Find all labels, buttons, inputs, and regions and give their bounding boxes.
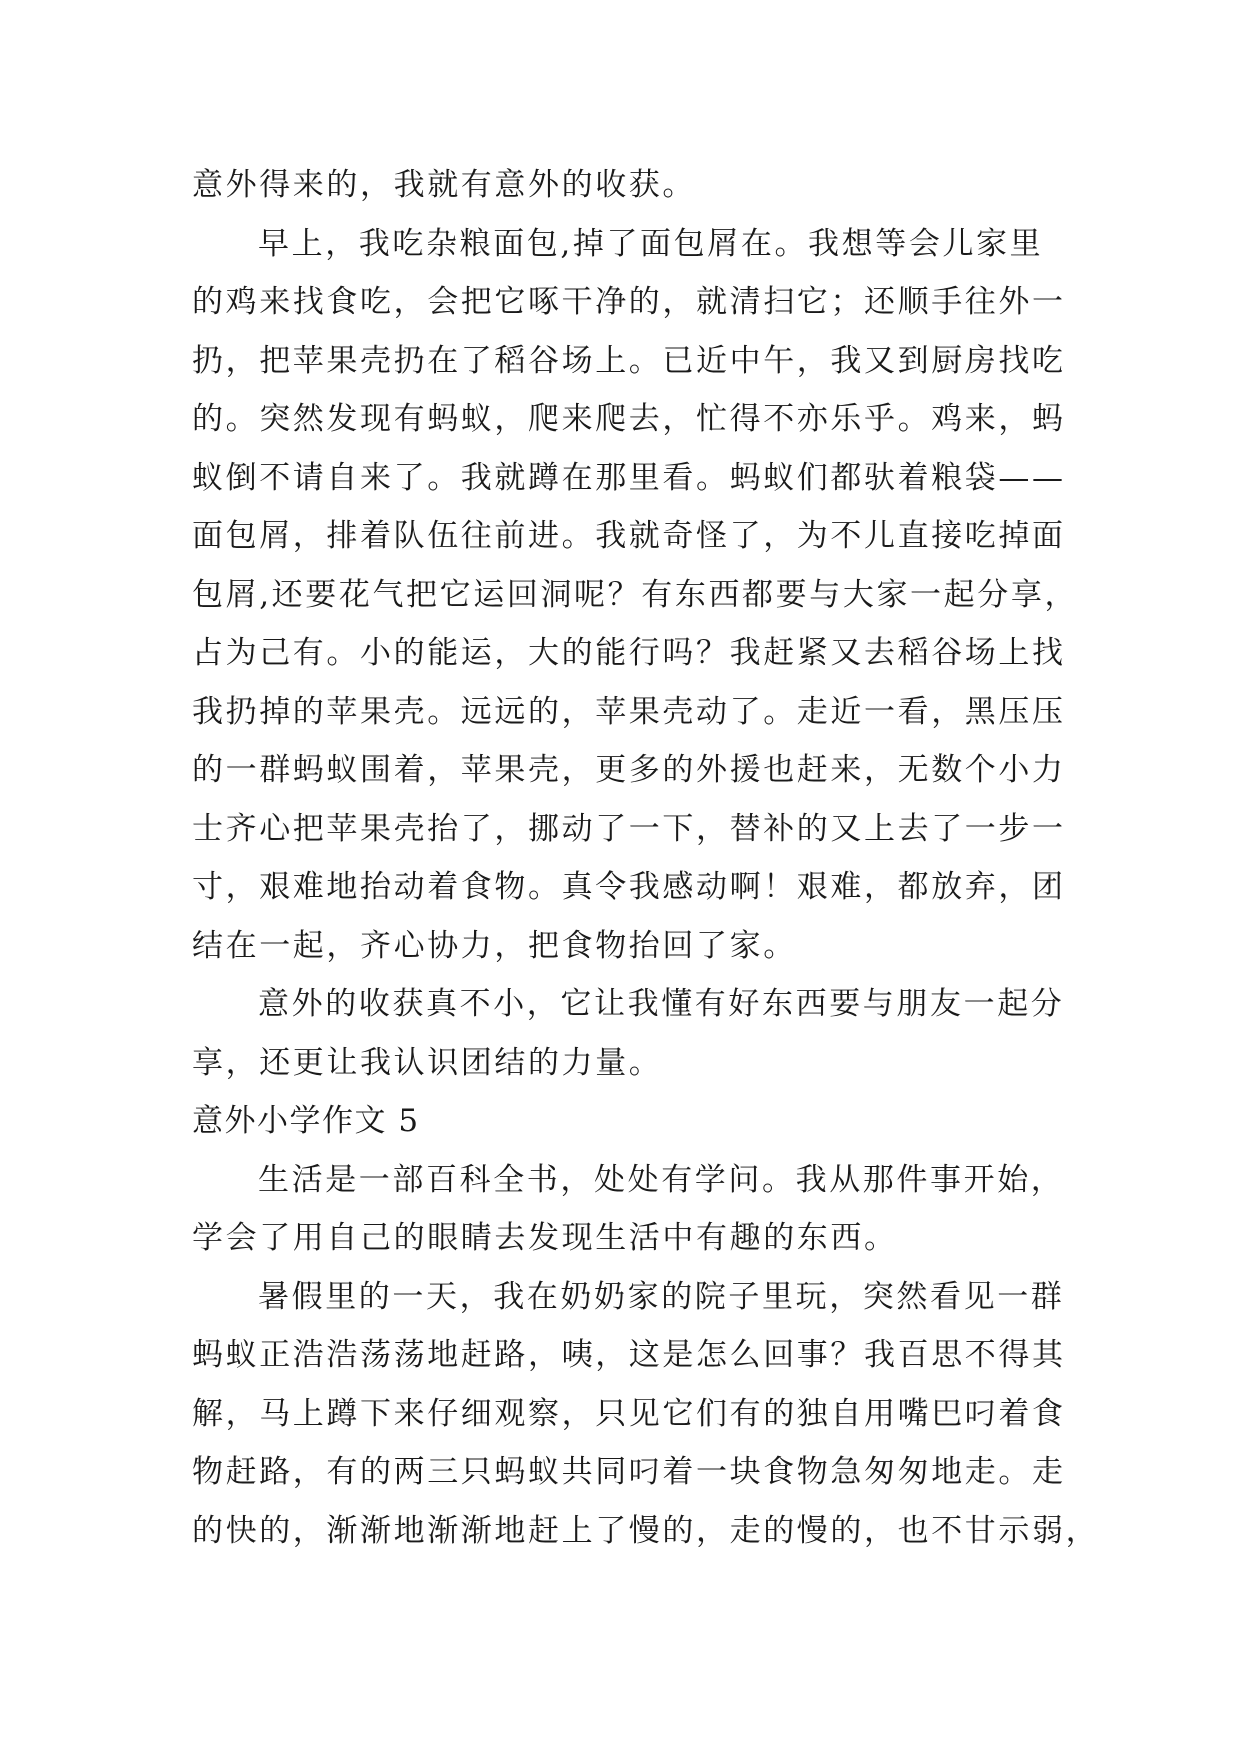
text-line: 的鸡来找食吃，会把它啄干净的，就清扫它；还顺手往外一	[192, 284, 1066, 320]
text-line: 的。突然发现有蚂蚁，爬来爬去，忙得不亦乐乎。鸡来，蚂	[192, 401, 1066, 437]
text-line: 占为己有。小的能运，大的能行吗？我赶紧又去稻谷场上找	[192, 635, 1066, 671]
text-line: 意外得来的，我就有意外的收获。	[192, 167, 696, 203]
text-line: 面包屑，排着队伍往前进。我就奇怪了，为不儿直接吃掉面	[192, 518, 1066, 554]
text-line: 扔，把苹果壳扔在了稻谷场上。已近中午，我又到厨房找吃	[192, 342, 1066, 379]
text-line: 暑假里的一天，我在奶奶家的院子里玩，突然看见一群	[258, 1278, 1065, 1315]
text-line: 蚁倒不请自来了。我就蹲在那里看。蚂蚁们都驮着粮袋——	[192, 459, 1066, 496]
text-line: 我扔掉的苹果壳。远远的，苹果壳动了。走近一看，黑压压	[192, 693, 1066, 730]
text-line: 学会了用自己的眼睛去发现生活中有趣的东西。	[192, 1220, 898, 1256]
text-line: 士齐心把苹果壳抬了，挪动了一下，替补的又上去了一步一	[192, 810, 1066, 847]
text-line: 解，马上蹲下来仔细观察，只见它们有的独自用嘴巴叼着食	[192, 1395, 1066, 1432]
text-line: 的快的，渐渐地渐渐地赶上了慢的，走的慢的，也不甘示弱，	[192, 1512, 1100, 1549]
text-line: 的一群蚂蚁围着，苹果壳，更多的外援也赶来，无数个小力	[192, 752, 1066, 788]
text-line: 意外的收获真不小，它让我懂有好东西要与朋友一起分	[258, 986, 1065, 1022]
text-line: 包屑,还要花气把它运回洞呢？有东西都要与大家一起分享，	[192, 576, 1079, 613]
text-line: 早上，我吃杂粮面包,掉了面包屑在。我想等会儿家里	[258, 225, 1044, 262]
text-line: 生活是一部百科全书，处处有学问。我从那件事开始，	[258, 1161, 1065, 1198]
text-line: 蚂蚁正浩浩荡荡地赶路，咦，这是怎么回事？我百思不得其	[192, 1337, 1066, 1373]
text-line: 寸，艰难地抬动着食物。真令我感动啊！艰难，都放弃，团	[192, 869, 1066, 905]
text-line: 享，还更让我认识团结的力量。	[192, 1044, 663, 1081]
section-heading: 意外小学作文 5	[192, 1103, 420, 1139]
text-line: 物赶路，有的两三只蚂蚁共同叼着一块食物急匆匆地走。走	[192, 1454, 1066, 1490]
text-line: 结在一起，齐心协力，把食物抬回了家。	[192, 927, 797, 964]
body-text	[192, 156, 1100, 1560]
